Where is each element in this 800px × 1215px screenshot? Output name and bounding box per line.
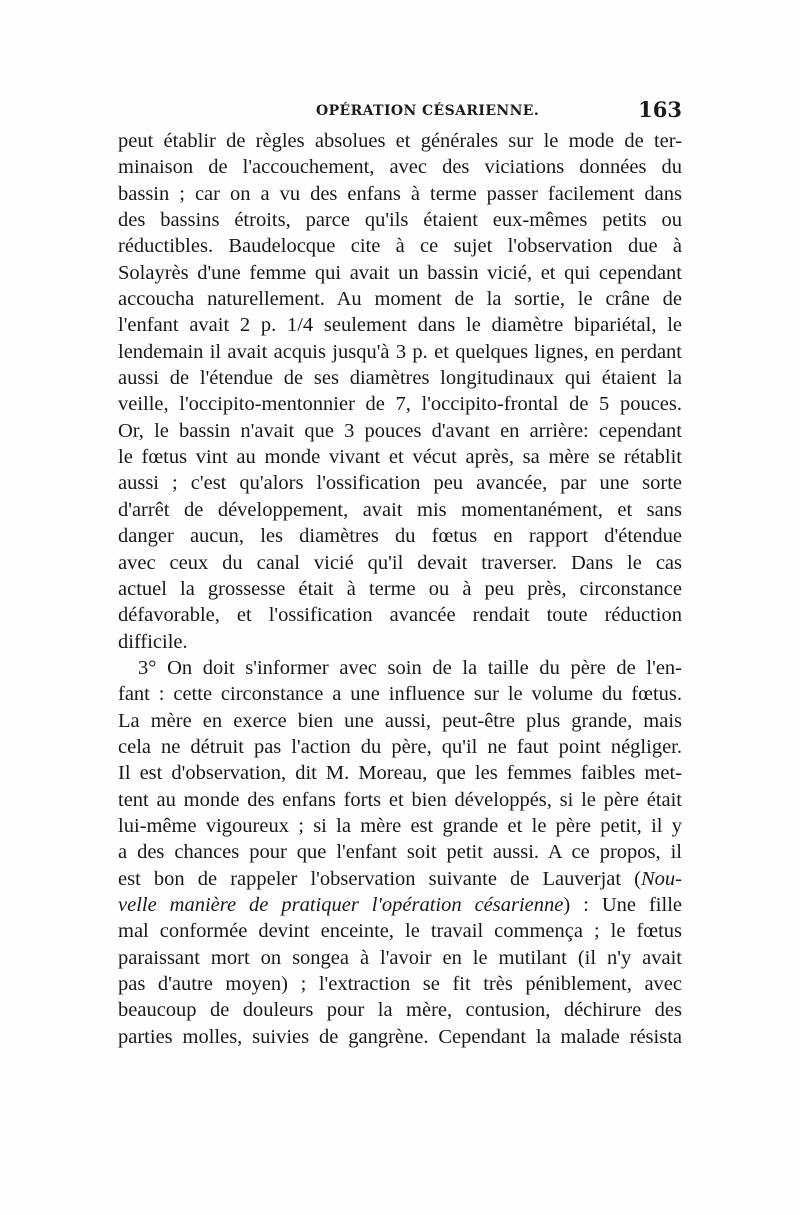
text-line: veille, l'occipito-mentonnier de 7, l'occipito-frontal de 5 pouces. [118, 393, 682, 416]
text-line: Or, le bassin n'avait que 3 pouces d'avant en arrière: cependant [118, 419, 682, 442]
text-line: défavorable, et l'ossification avancée rendait toute réduction [118, 604, 682, 627]
text-segment: ) : Une fille [563, 893, 682, 916]
text-line: réductibles. Baudelocque cite à ce sujet l'observation due à [118, 235, 682, 258]
text-line: pas d'autre moyen) ; l'extraction se fit très péniblement, avec [118, 973, 682, 995]
text-line: La mère en exerce bien une aussi, peut-être plus grande, mais [118, 709, 682, 732]
text-line: fant : cette circonstance a une influence sur le volume du fœtus. [118, 683, 682, 706]
running-title: OPÉRATION CÉSARIENNE. [316, 103, 540, 119]
italic-title-segment: Nou- [641, 867, 682, 890]
text-line: difficile. [118, 630, 188, 653]
text-line: Il est d'observation, dit M. Moreau, que les femmes faibles met- [118, 762, 682, 785]
text-line: l'enfant avait 2 p. 1/4 seulement dans le diamètre bipariétal, le [118, 314, 682, 337]
text-line: 3° On doit s'informer avec soin de la taille du père de l'en- [138, 656, 682, 679]
text-line: bassin ; car on a vu des enfans à terme passer facilement dans [118, 182, 682, 205]
text-line: accoucha naturellement. Au moment de la sortie, le crâne de [118, 288, 682, 311]
text-line: lendemain il avait acquis jusqu'à 3 p. et quelques lignes, en perdant [118, 340, 682, 363]
text-line: avec ceux du canal vicié qu'il devait traverser. Dans le cas [118, 551, 682, 574]
text-line-with-italic [118, 866, 682, 892]
text-line: aussi ; c'est qu'alors l'ossification peu avancée, par une sorte [118, 472, 682, 495]
text-line: d'arrêt de développement, avait mis momentanément, et sans [118, 498, 682, 521]
text-line: tent au monde des enfans forts et bien développés, si le père était [118, 788, 682, 811]
text-line: danger aucun, les diamètres du fœtus en rapport d'étendue [118, 525, 682, 548]
page-number: 163 [638, 97, 682, 122]
text-line: aussi de l'étendue de ses diamètres longitudinaux qui étaient la [118, 367, 682, 390]
text-line: peut établir de règles absolues et générales sur le mode de ter- [118, 130, 682, 152]
text-line: Solayrès d'une femme qui avait un bassin vicié, et qui cependant [118, 261, 682, 284]
text-segment: est bon de rappeler l'observation suivante de Lauverjat ( [118, 867, 641, 890]
text-line: actuel la grossesse était à terme ou à peu près, circonstance [118, 577, 682, 600]
text-line: parties molles, suivies de gangrène. Cependant la malade résista [118, 1025, 682, 1048]
text-line: a des chances pour que l'enfant soit petit aussi. A ce propos, il [118, 841, 682, 864]
text-line: le fœtus vint au monde vivant et vécut après, sa mère se rétablit [118, 446, 682, 469]
running-head [118, 97, 682, 125]
text-line: minaison de l'accouchement, avec des viciations données du [118, 156, 682, 179]
text-line: lui-même vigoureux ; si la mère est grande et le père petit, il y [118, 814, 682, 837]
text-line: beaucoup de douleurs pour la mère, contusion, déchirure des [118, 999, 682, 1022]
italic-title-segment: velle manière de pratiquer l'opération césarienne [118, 893, 564, 916]
text-line: cela ne détruit pas l'action du père, qu'il ne faut point négliger. [118, 735, 682, 758]
text-line: des bassins étroits, parce qu'ils étaient eux-mêmes petits ou [118, 209, 682, 232]
text-line-with-italic [118, 892, 682, 918]
text-line: mal conformée devint enceinte, le travail commença ; le fœtus [118, 920, 682, 943]
text-line: paraissant mort on songea à l'avoir en le mutilant (il n'y avait [118, 946, 682, 969]
body-text [118, 128, 682, 1050]
